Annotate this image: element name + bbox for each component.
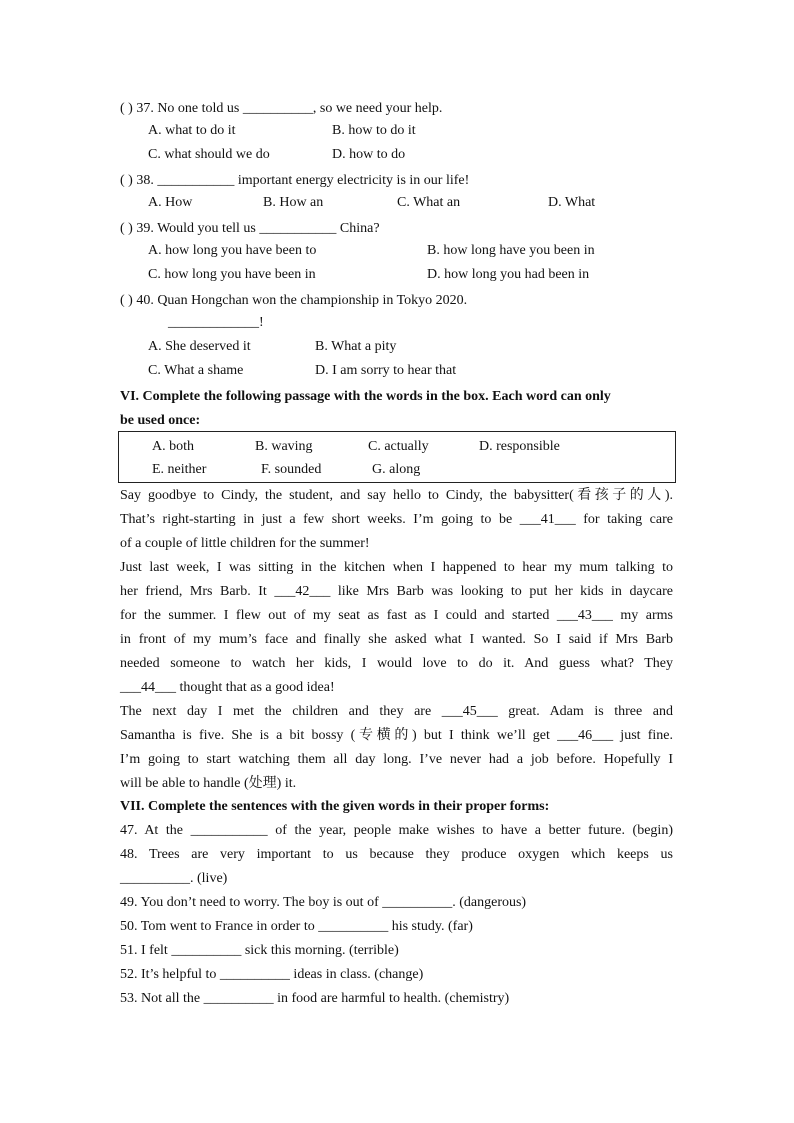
word-box-item: C. actually [368, 439, 429, 454]
section-6-heading-line-2: be used once: [120, 413, 201, 428]
passage-line: for the summer. I flew out of my seat as fast as I could and started ___43___ my arms [120, 608, 673, 623]
q40-option-a: A. She deserved it [148, 339, 251, 354]
passage-line: Say goodbye to Cindy, the student, and say hello to Cindy, the babysitter(看孩子的人). [120, 488, 673, 503]
question-40-stem: ( ) 40. Quan Hongchan won the championship in Tokyo 2020. [120, 293, 468, 308]
q38-option-a: A. How [148, 195, 193, 210]
q37-option-d: D. how to do [332, 147, 406, 162]
sentence-item: 51. I felt __________ sick this morning. (terrible) [120, 943, 399, 958]
sentence-item: 53. Not all the __________ in food are harmful to health. (chemistry) [120, 991, 510, 1006]
word-box-item: F. sounded [261, 462, 322, 477]
passage-line: her friend, Mrs Barb. It ___42___ like Mrs Barb was looking to put her kids in daycare [120, 584, 673, 599]
question-37-stem: ( ) 37. No one told us __________, so we need your help. [120, 101, 443, 116]
question-38-stem: ( ) 38. ___________ important energy electricity is in our life! [120, 173, 470, 188]
sentence-item: __________. (live) [120, 871, 228, 886]
word-box-item: D. responsible [479, 439, 560, 454]
sentence-item: 49. You don’t need to worry. The boy is out of __________. (dangerous) [120, 895, 527, 910]
sentence-item: 52. It’s helpful to __________ ideas in class. (change) [120, 967, 424, 982]
q39-option-d: D. how long you had been in [427, 267, 590, 282]
q40-option-c: C. What a shame [148, 363, 244, 378]
passage-line: Samantha is five. She is a bit bossy (专横的) but I think we’ll get ___46___ just fine. [120, 728, 673, 743]
q38-option-d: D. What [548, 195, 596, 210]
q38-option-b: B. How an [263, 195, 324, 210]
section-7-heading: VII. Complete the sentences with the given words in their proper forms: [120, 799, 550, 814]
q40-option-d: D. I am sorry to hear that [315, 363, 457, 378]
word-box-item: E. neither [152, 462, 207, 477]
q37-option-a: A. what to do it [148, 123, 236, 138]
passage-line: will be able to handle (处理) it. [120, 776, 297, 791]
word-box [118, 431, 676, 483]
passage-line: of a couple of little children for the summer! [120, 536, 370, 551]
q37-option-b: B. how to do it [332, 123, 416, 138]
word-box-item: B. waving [255, 439, 313, 454]
section-6-heading-line-1: VI. Complete the following passage with the words in the box. Each word can only [120, 389, 611, 404]
passage-line: ___44___ thought that as a good idea! [120, 680, 335, 695]
word-box-item: A. both [152, 439, 194, 454]
passage-line: I’m going to start watching them all day long. I’ve never had a job before. Hopefully I [120, 752, 673, 767]
q40-blank: _____________! [168, 315, 264, 330]
q38-option-c: C. What an [397, 195, 461, 210]
passage-line: Just last week, I was sitting in the kitchen when I happened to hear my mum talking to [120, 560, 673, 575]
q39-option-a: A. how long you have been to [148, 243, 317, 258]
word-box-item: G. along [372, 462, 421, 477]
sentence-item: 47. At the ___________ of the year, people make wishes to have a better future. (begin) [120, 823, 673, 838]
q40-option-b: B. What a pity [315, 339, 397, 354]
q39-option-c: C. how long you have been in [148, 267, 316, 282]
q37-option-c: C. what should we do [148, 147, 270, 162]
passage-line: in front of my mum’s face and finally she asked what I wanted. So I said if Mrs Barb [120, 632, 673, 647]
passage-line: needed someone to watch her kids, I would love to do it. And guess what? They [120, 656, 673, 671]
passage-line: The next day I met the children and they are ___45___ great. Adam is three and [120, 704, 673, 719]
question-39-stem: ( ) 39. Would you tell us ___________ China? [120, 221, 380, 236]
sentence-item: 50. Tom went to France in order to __________ his study. (far) [120, 919, 473, 934]
q39-option-b: B. how long have you been in [427, 243, 595, 258]
passage-line: That’s right-starting in just a few short weeks. I’m going to be ___41___ for taking care [120, 512, 673, 527]
sentence-item: 48. Trees are very important to us because they produce oxygen which keeps us [120, 847, 673, 862]
